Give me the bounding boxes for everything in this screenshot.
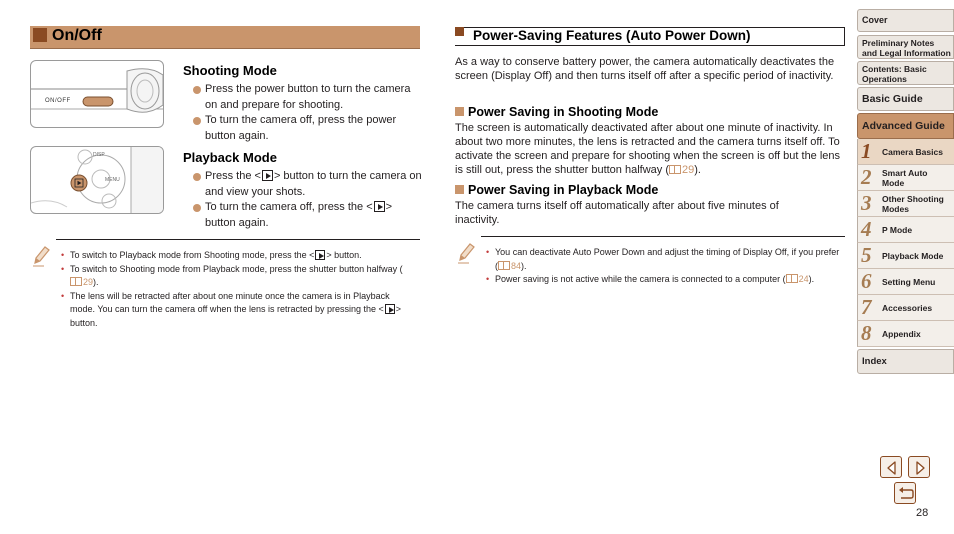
chapter-label-line2: Mode	[882, 178, 905, 188]
pencil-note-icon	[32, 245, 50, 272]
nav-contents-line2: Operations	[862, 74, 907, 84]
chapter-label: P Mode	[882, 225, 913, 235]
chapter-number: 3	[861, 191, 872, 215]
pencil-note-icon	[457, 242, 475, 269]
playback-button-icon	[315, 250, 325, 260]
chapter-number: 1	[861, 139, 872, 163]
middle-note-1-pre: You can deactivate Auto Power Down and adjust the timing of Display Off, if you prefer (	[495, 247, 840, 271]
playback-button-icon	[262, 170, 273, 181]
left-note-2	[61, 263, 410, 290]
title-square-icon	[33, 28, 47, 42]
bullet-dot	[193, 204, 201, 212]
playback-bullet-2-post: > button again.	[205, 201, 393, 229]
next-page-icon	[909, 457, 931, 479]
power-saving-intro: As a way to conserve battery power, the camera automatically deactivates the screen (Display Off) and then turns itself off after a specific period of inactivity.	[455, 56, 835, 82]
shooting-power-text-post: ).	[694, 164, 701, 176]
nav-basic-guide-label: Basic Guide	[862, 93, 923, 105]
playback-bullet-2	[205, 200, 425, 231]
nav-chapter-7[interactable]	[857, 295, 954, 321]
next-page-button[interactable]	[908, 456, 930, 478]
nav-index-label: Index	[862, 356, 887, 367]
note-bullet: •	[61, 250, 65, 260]
section-title: On/Off	[52, 27, 102, 44]
shooting-power-ref[interactable]: 29	[682, 164, 695, 176]
nav-preliminary-notes[interactable]	[857, 35, 954, 59]
return-button[interactable]	[894, 482, 916, 504]
middle-note-2-pre: Power saving is not active while the camera is connected to a computer (	[495, 274, 786, 284]
left-note-3-pre: The lens will be retracted after about one minute once the camera is in Playback mode. You can turn the camera off when the lens is retracted by pressing the <	[70, 290, 390, 314]
playback-button-icon	[374, 201, 385, 212]
chapter-number: 4	[861, 217, 872, 241]
power-saving-title: Power-Saving Features (Auto Power Down)	[473, 28, 751, 43]
middle-note-2-post: ).	[808, 274, 815, 284]
nav-chapter-8[interactable]	[857, 321, 954, 347]
nav-chapter-1[interactable]	[857, 139, 954, 165]
shooting-bullet-1	[205, 82, 423, 113]
left-note-3	[61, 290, 408, 331]
playback-mode-heading: Playback Mode	[183, 150, 277, 165]
shooting-power-heading	[468, 105, 658, 119]
bullet-dot	[193, 117, 201, 125]
note-bullet: •	[61, 263, 65, 274]
book-ref-icon	[786, 274, 798, 283]
playback-bullet-1	[205, 169, 425, 200]
playback-power-heading	[468, 183, 658, 197]
shooting-power-text	[455, 121, 847, 177]
nav-advanced-guide-label: Advanced Guide	[862, 120, 945, 132]
shooting-power-heading-text: Power Saving in Shooting Mode	[468, 105, 659, 119]
middle-note-1-ref[interactable]: 84	[511, 260, 522, 271]
section-title-bar	[30, 26, 420, 49]
playback-power-heading-text: Power Saving in Playback Mode	[468, 183, 659, 197]
chapter-label-line1: Smart Auto	[882, 168, 928, 178]
shooting-mode-heading: Shooting Mode	[183, 63, 277, 78]
left-note-1-pre: To switch to Playback mode from Shooting mode, press the <	[70, 250, 315, 260]
note-bullet: •	[486, 247, 490, 257]
chapter-label-line1: Other Shooting	[882, 194, 944, 204]
notes-divider	[56, 239, 420, 240]
chapter-number: 6	[861, 269, 872, 293]
nav-index[interactable]	[857, 349, 954, 374]
bullet-dot	[193, 86, 201, 94]
playback-bullet-2-pre: To turn the camera off, press the <	[205, 201, 373, 213]
playback-bullet-1-post: > button to turn the camera on and view your shots.	[205, 170, 422, 198]
nav-chapter-4[interactable]	[857, 217, 954, 243]
chapter-number: 2	[861, 165, 872, 189]
prev-page-icon	[881, 457, 903, 479]
left-note-3-post: > button.	[70, 304, 402, 328]
chapter-label-line2: Modes	[882, 204, 909, 214]
shooting-bullet-2	[205, 113, 423, 144]
chapter-label: Playback Mode	[882, 251, 944, 261]
playback-power-text: The camera turns itself off automatically after about five minutes of inactivity.	[455, 200, 779, 226]
nav-cover-label: Cover	[862, 15, 888, 25]
page-number: 28	[916, 507, 929, 519]
return-icon	[895, 483, 917, 505]
nav-advanced-guide[interactable]	[857, 113, 954, 139]
shooting-bullet-2-text: To turn the camera off, press the power button again.	[205, 114, 397, 142]
chapter-number: 7	[861, 295, 872, 319]
camera-top-illustration	[30, 60, 164, 128]
nav-basic-guide[interactable]	[857, 87, 954, 111]
nav-chapter-6[interactable]	[857, 269, 954, 295]
disp-label: DISP	[93, 152, 105, 158]
chapter-number: 8	[861, 321, 872, 345]
note-bullet: •	[486, 274, 490, 284]
middle-note-1	[486, 246, 840, 273]
heading-square-icon	[455, 107, 464, 116]
middle-notes-divider	[481, 236, 845, 237]
shooting-bullet-1-text: Press the power button to turn the camera on and prepare for shooting.	[205, 83, 411, 111]
chapter-label	[882, 194, 944, 214]
middle-note-2	[486, 273, 835, 287]
heading-square-icon	[455, 185, 464, 194]
left-note-2-ref[interactable]: 29	[83, 277, 94, 287]
left-note-2-post: ).	[93, 277, 99, 287]
left-note-1	[61, 249, 425, 263]
nav-chapter-3[interactable]	[857, 191, 954, 217]
nav-cover[interactable]	[857, 9, 954, 32]
title-square-icon	[455, 27, 464, 36]
camera-back-illustration	[30, 146, 164, 214]
bullet-dot	[193, 173, 201, 181]
chapter-label: Setting Menu	[882, 277, 936, 287]
nav-contents-label	[862, 64, 927, 84]
book-ref-icon	[669, 165, 681, 174]
nav-chapter-2[interactable]	[857, 165, 954, 191]
chapter-label: Camera Basics	[882, 147, 943, 157]
middle-note-1-post: ).	[521, 260, 527, 271]
nav-prelim-line1: Preliminary Notes	[862, 38, 935, 48]
nav-preliminary-label	[862, 38, 951, 58]
book-ref-icon	[70, 277, 82, 286]
shooting-power-text-pre: The screen is automatically deactivated after about one minute of inactivity. In about two more minutes, the lens is retracted and the camera turns itself off. To activate the screen and prepare for shooting when the screen is off but the lens is still out, press the shutter button halfway (	[455, 122, 841, 176]
playback-button-icon	[385, 304, 395, 314]
book-ref-icon	[498, 261, 510, 270]
prev-page-button[interactable]	[880, 456, 902, 478]
left-note-1-post: > button.	[326, 250, 362, 260]
camera-top-drawing	[31, 61, 163, 127]
menu-label: MENU	[105, 177, 120, 183]
nav-contents-basic[interactable]	[857, 61, 954, 85]
chapter-label: Appendix	[882, 329, 921, 339]
chapter-number: 5	[861, 243, 872, 267]
playback-bullet-1-pre: Press the <	[205, 170, 261, 182]
power-saving-title-bar	[455, 27, 845, 46]
note-bullet: •	[61, 290, 65, 301]
middle-note-2-ref[interactable]: 24	[798, 274, 809, 284]
on-off-label: ON/OFF	[45, 98, 71, 104]
nav-contents-line1: Contents: Basic	[862, 64, 927, 74]
left-note-2-pre: To switch to Shooting mode from Playback mode, press the shutter button halfway (	[70, 263, 403, 274]
chapter-label: Accessories	[882, 303, 933, 313]
nav-prelim-line2: and Legal Information	[862, 48, 951, 58]
chapter-label	[882, 168, 928, 188]
nav-chapter-5[interactable]	[857, 243, 954, 269]
